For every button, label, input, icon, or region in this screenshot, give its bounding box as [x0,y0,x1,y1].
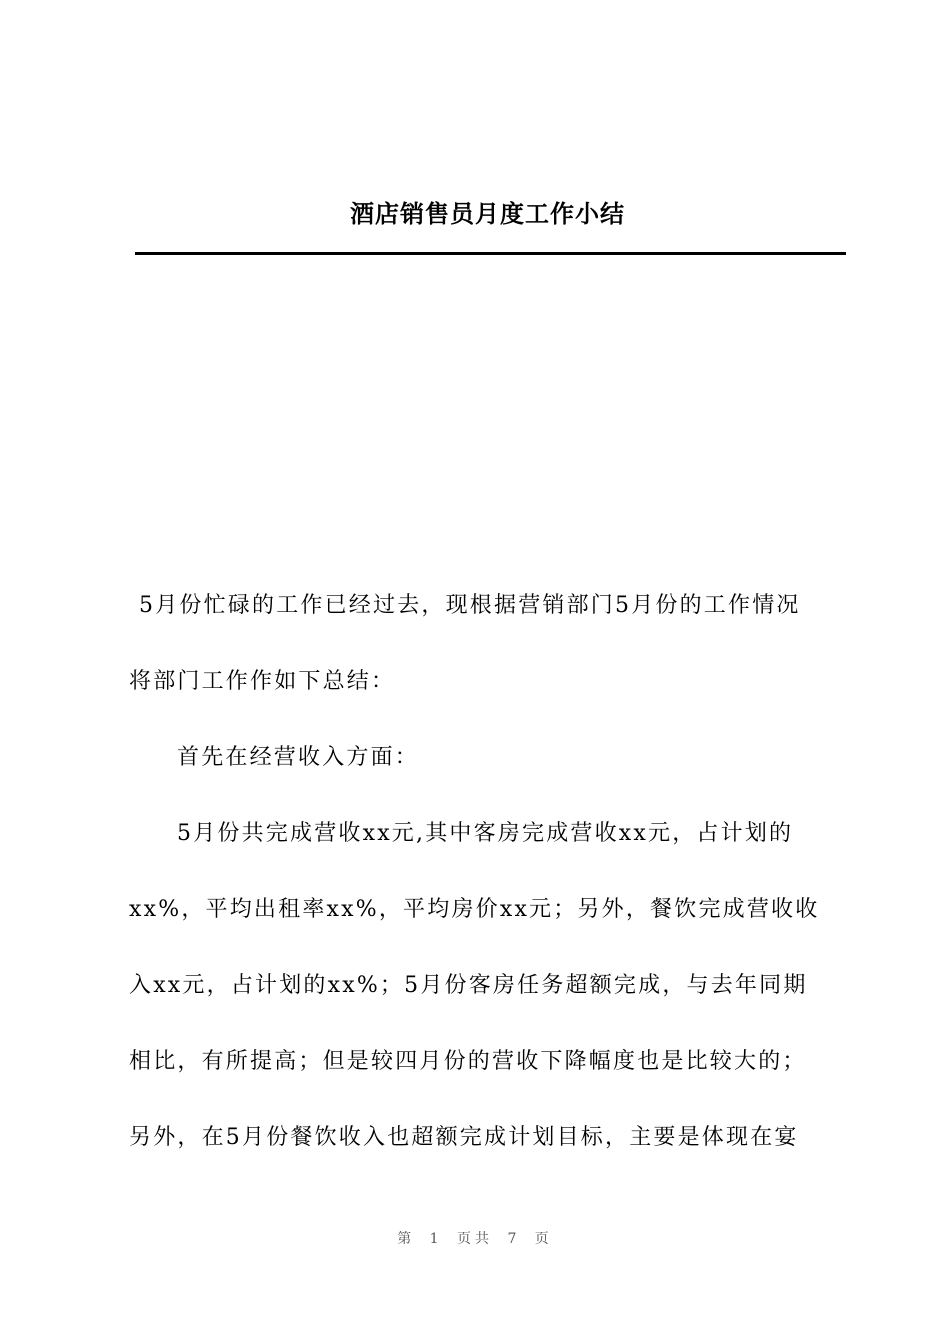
body-line: 5月份共完成营收xx元,其中客房完成营收xx元，占计划的 [177,821,794,846]
body-line: 相比，有所提高；但是较四月份的营收下降幅度也是比较大的； [129,1049,807,1074]
page-title: 酒店销售员月度工作小结 [350,200,625,228]
title-divider [135,252,846,255]
body-line: 将部门工作作如下总结： [129,669,396,694]
body-line: 5月份忙碌的工作已经过去，现根据营销部门5月份的工作情况 [139,593,801,618]
document-body [129,568,847,1176]
body-line: 入xx元，占计划的xx%；5月份客房任务超额完成，与去年同期 [129,973,808,998]
body-line: 首先在经营收入方面： [177,745,420,770]
page-number: 第 1 页共 7 页 [397,1231,553,1247]
body-line: 另外，在5月份餐饮收入也超额完成计划目标，主要是体现在宴 [129,1125,799,1150]
body-line: xx%，平均出租率xx%，平均房价xx元；另外，餐饮完成营收收 [129,897,820,922]
